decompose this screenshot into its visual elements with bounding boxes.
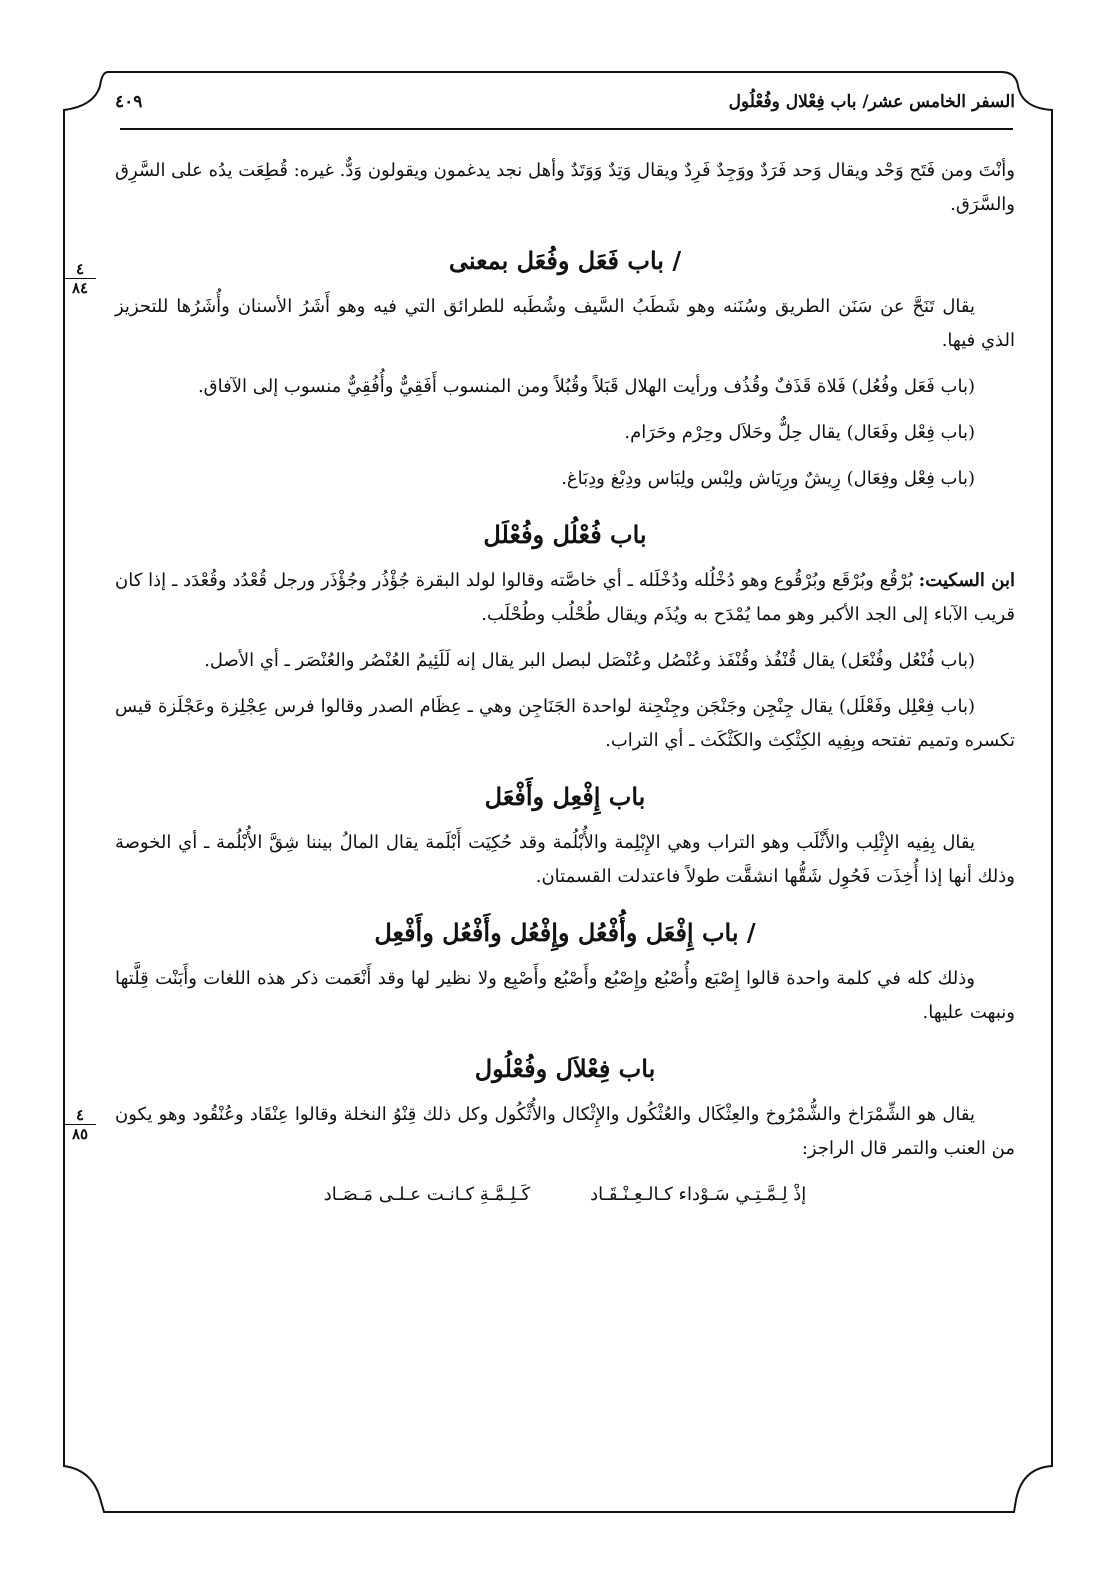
author-name: ابن السكيت: [918, 570, 1015, 591]
margin-ref-bottom: ٨٤ [71, 279, 89, 297]
header-rule [120, 128, 1013, 130]
verse-second-hemistich: كَـلِـمَّـةِ كـانـت عـلـى مَـصَـاد [323, 1184, 531, 1205]
margin-reference [60, 262, 100, 295]
paragraph: يقال تَنَحَّ عن سَنَن الطريق وسُنَنه وهو شَطَبُ السَّيف وشُطَبه للطرائق التي فيه وهو أَشَرُ الأسنان وأُشَرُها للتحزيز الذي فيها. [115, 296, 1015, 351]
paragraph: وأنْتَ ومن فَتَح وَحْد ويقال وَحد فَرَدٌ ووَجِدٌ فَرِدٌ ويقال وَتِدٌ وَوَتَدٌ وأهل نجد يدغمون ويقولون وَدٌّ. غيره: قُطِعَت يدُه على السَّرِق والسَّرَق. [115, 160, 1015, 215]
paragraph-text: بُرْقُع وبُرْقَع وبُرْقُوع وهو دُخْلُله ودُخْلَله ـ أي خاصَّته وقالوا لولد البقرة جُؤْذُر وجُؤْذَر ورجل قُعْدُد وقُعْدَد ـ إذا كان قريب الآباء إلى الجد الأكبر وهو مما يُمْدَح به ويُذَم ويقال طُحْلُب وطُحْلَب. [115, 570, 1015, 625]
paragraph: (باب فُنْعُل وفُنْعَل) يقال قُنْفُذ وقُنْفَذ وعُنْصُل وعُنْصَل لبصل البر يقال إنه لَلَئِيمُ العُنْصُر والعُنْصَر ـ أي الأصل. [204, 650, 975, 671]
margin-ref-top: ٤ [75, 260, 85, 278]
section-heading: باب فِعْلاَل وفُعْلُول [474, 1054, 656, 1083]
section-heading: / باب فَعَل وفُعَل بمعنى [448, 246, 682, 275]
paragraph: (باب فِعْلِل وفَعْلَل) يقال جِنْجِن وجَنْجَن وجِنْجِنة لواحدة الجَنَاجِن وهي ـ عِظَام الصدر وقالوا فرس عِجْلِزة وعَجْلَزة قيس تكسره وتميم تفتحه وبِفِيه الكِثْكِث والكَثْكَث ـ أي التراب. [115, 696, 1015, 751]
running-title: السفر الخامس عشر/ باب فِعْلال وفُعْلُول [728, 92, 1015, 112]
margin-ref-bottom: ٨٥ [71, 1125, 89, 1143]
paragraph: (باب فِعْل وفَعَال) يقال حِلٌّ وحَلاَل وحِرْم وحَرَام. [624, 422, 975, 443]
verse-first-hemistich: إذْ لِـمَّـتِـي سَـوْداء كـالـعِـنْـقَـاد [590, 1184, 807, 1205]
paragraph: يقال بِفِيه الإِثْلِب والأَثْلَب وهو التراب وهي الإِبْلِمة والأُبْلُمة وقد حُكِيَت أَبْلَمة يقال المالُ بيننا شِقَّ الأُبْلُمة ـ أي الخوصة وذلك أنها إذا أُخِذَت فَحُوِل شَقُّها انشقَّت طولاً فاعتدلت القسمتان. [115, 832, 1015, 887]
running-header [115, 86, 1015, 126]
page-body [115, 154, 1015, 1212]
paragraph: وذلك كله في كلمة واحدة قالوا إِصْبَع وأُصْبُع وإِصْبُع وأَصْبُع وأَصْبِع ولا نظير لها وقد أَنْعَمت ذكر هذه اللغات وأَبَنْت قِلَّتها ونبهت عليها. [115, 968, 1015, 1023]
page-number: ٤٠٩ [115, 92, 143, 112]
paragraph: (باب فِعْل وفِعَال) رِيشٌ ورِيَاش ولِبْس ولِبَاس ودِبْغ ودِبَاغ. [561, 468, 975, 489]
section-heading: باب فُعْلُل وفُعْلَل [483, 520, 647, 549]
paragraph: يقال هو الشِّمْرَاخ والشُّمْرُوخ والعِثْكَال والعُثْكُول والإِثْكال والأُثْكُول وكل ذلك قِنْوُ النخلة وقالوا عِنْقَاد وعُنْقُود وهو يكون من العنب والتمر قال الراجز: [115, 1104, 1015, 1159]
paragraph [115, 564, 1015, 632]
margin-reference [60, 1108, 100, 1141]
poem-verse [115, 1178, 1015, 1212]
section-heading: / باب إِفْعَل وأُفْعُل وإِفْعُل وأَفْعُل وأَفْعِل [374, 918, 756, 947]
section-heading: باب إِفْعِل وأَفْعَل [484, 782, 646, 811]
margin-ref-top: ٤ [75, 1106, 85, 1124]
paragraph: (باب فَعَل وفُعُل) فَلاة قَذَفٌ وقُذُف ورأيت الهلال قَبَلاً وقُبُلاً ومن المنسوب أَفَقِيٌّ وأُفُقِيٌّ منسوب إلى الآفاق. [197, 376, 975, 397]
